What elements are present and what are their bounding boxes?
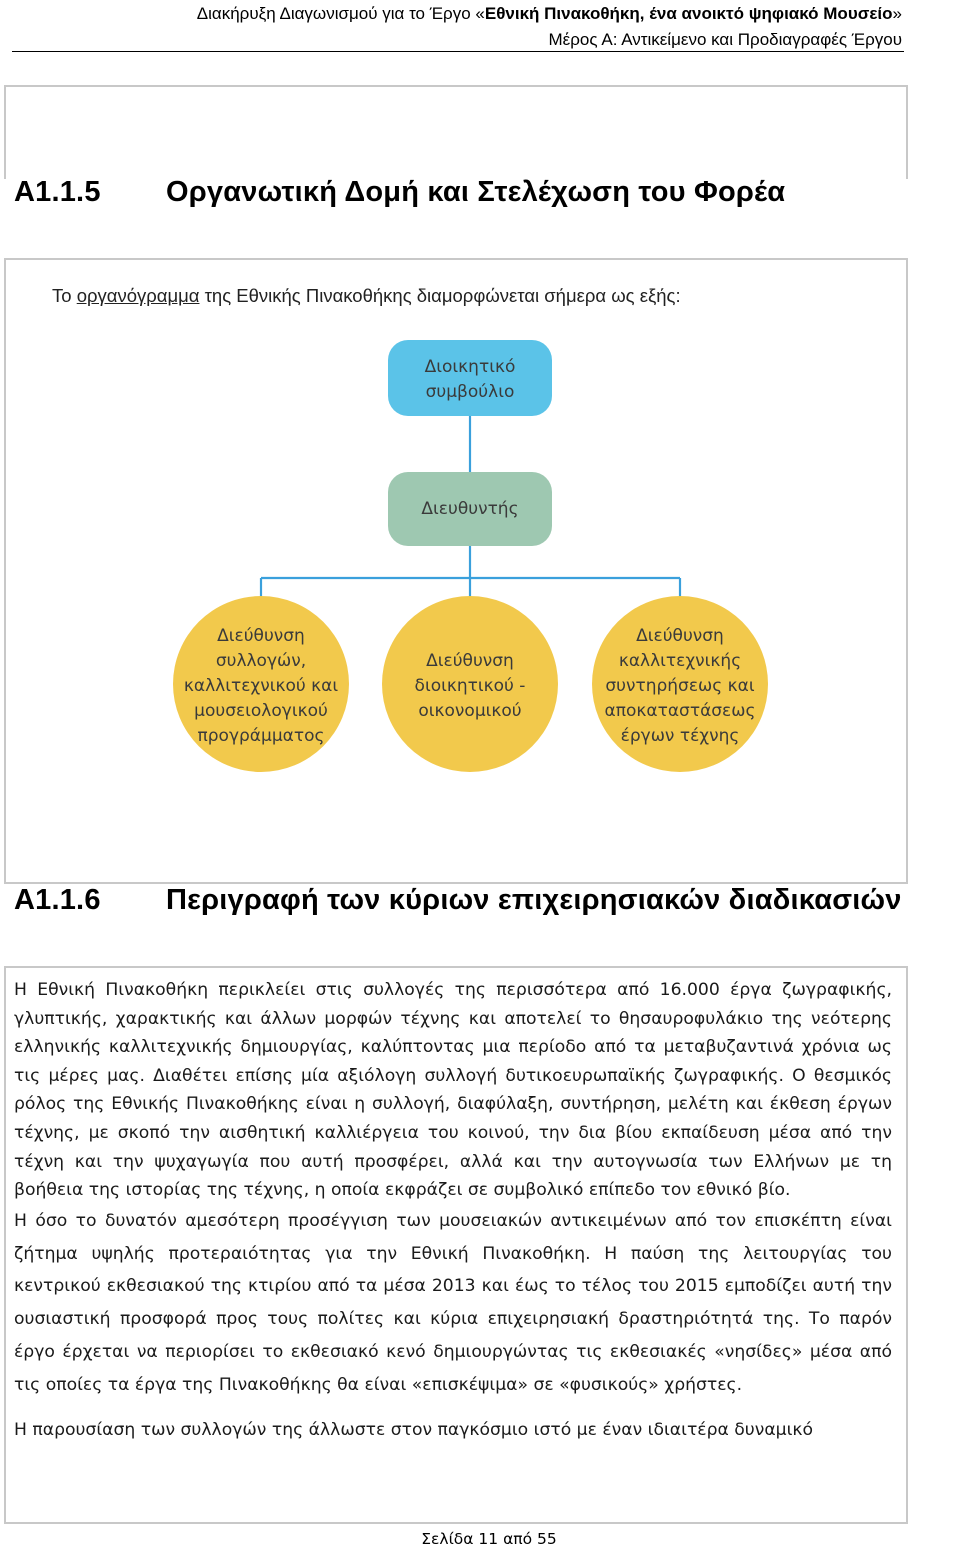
board-node: [388, 340, 552, 416]
dept-label-line: προγράμματος: [197, 726, 325, 746]
intro-text-end: της Εθνικής Πινακοθήκης διαμορφώνεται σήμερα ως εξής:: [199, 285, 681, 306]
dept-label-line: Διεύθυνση: [426, 651, 514, 671]
department-administration-label: [415, 651, 526, 721]
section-title: Περιγραφή των κύριων επιχειρησιακών διαδικασιών: [166, 884, 902, 916]
intro-text-start: Το: [52, 285, 77, 306]
section-title: Οργανωτική Δομή και Στελέχωση του Φορέα: [166, 176, 786, 208]
dept-label-line: καλλιτεχνικού και: [183, 676, 339, 696]
board-label-line: συμβούλιο: [425, 382, 515, 402]
dept-label-line: συλλογών,: [215, 651, 307, 671]
dept-label-line: αποκαταστάσεως: [604, 701, 756, 721]
dept-label-line: έργων τέχνης: [620, 726, 740, 746]
body-text: [14, 976, 892, 1444]
header-prefix: Διακήρυξη Διαγωνισμού για το Έργο «: [196, 4, 485, 23]
section-number: A1.1.6: [14, 884, 101, 916]
section-number: A1.1.5: [14, 176, 101, 208]
header-project-name: Εθνική Πινακοθήκη, ένα ανοικτό ψηφιακό Μουσείο: [484, 4, 893, 23]
org-chart-term: οργανόγραμμα: [76, 285, 200, 306]
dept-label-line: οικονομικού: [418, 701, 522, 721]
board-label-line: Διοικητικό: [424, 357, 516, 377]
director-label: Διευθυντής: [421, 499, 519, 519]
dept-label-line: συντηρήσεως και: [605, 676, 755, 696]
document-header-subtitle: Μέρος Α: Αντικείμενο και Προδιαγραφές Έργου: [548, 30, 902, 49]
dept-label-line: διοικητικού -: [414, 676, 526, 696]
paragraph-3: Η παρουσίαση των συλλογών της άλλωστε στον παγκόσμιο ιστό με έναν ιδιαιτέρα δυναμικό: [14, 1419, 814, 1440]
dept-label-line: καλλιτεχνικής: [618, 651, 742, 671]
section-heading-2: [14, 884, 902, 917]
paragraph-1: Η Εθνική Πινακοθήκη περικλείει στις συλλογές της περισσότερα από 16.000 έργα ζωγραφικής, γλυπτικής, χαρακτικής και άλλων μορφών τέχνης και αποτελεί το θησαυροφυλάκιο της νεότερης ελληνικής καλλιτεχνικής δημιουργίας, καλύπτοντας μια περίοδο από τα μεταβυζαντινά χρόνια ως τις μέρες μας. Διαθέτει επίσης μία αξιόλογη συλλογή δυτικοευρωπαϊκής ζωγραφικής. Ο θεσμικός ρόλος της Εθνικής Πινακοθήκης είναι η συλλογή, διαφύλαξη, συντήρηση, μελέτη και έκθεση έργων τέχνης, με σκοπό την αισθητική καλλιέργεια του κοινού, την δια βίου εκπαίδευση μέσα από την τέχνη και την ψυχαγωγία που αυτή προσφέρει, αλλά και την αυτογνωσία των Ελλήνων με τη βοήθεια της ιστορίας της τέχνης, η οποία εκφράζει σε συμβολικό επίπεδο τον εθνικό βίο.: [14, 980, 892, 1201]
dept-label-line: μουσειολογικού: [194, 701, 328, 721]
dept-label-line: Διεύθυνση: [636, 626, 724, 646]
page-number: Σελίδα 11 από 55: [421, 1530, 557, 1548]
dept-label-line: Διεύθυνση: [217, 626, 305, 646]
header-suffix: »: [892, 4, 902, 23]
paragraph-2: Η όσο το δυνατόν αμεσότερη προσέγγιση των μουσειακών αντικειμένων από τον επισκέπτη είναι ζήτημα υψηλής προτεραιότητας για την Εθνική Πινακοθήκη. Η παύση της λειτουργίας του κεντρικού εκθεσιακού της κτιρίου από τα μέσα 2013 και έως το τέλος του 2015 εμποδίζει αυτή την ουσιαστική προσφορά προς τους πολίτες και κύρια επιχειρησιακή δραστηριότητά της. Το παρόν έργο έρχεται να περιορίσει το εκθεσιακό κενό δημιουργώντας τις εκθεσιακές «νησίδες» μέσα από τις οποίες τα έργα της Πινακοθήκης θα είναι «επισκέψιμα» σε «φυσικούς» χρήστες.: [14, 1210, 892, 1395]
